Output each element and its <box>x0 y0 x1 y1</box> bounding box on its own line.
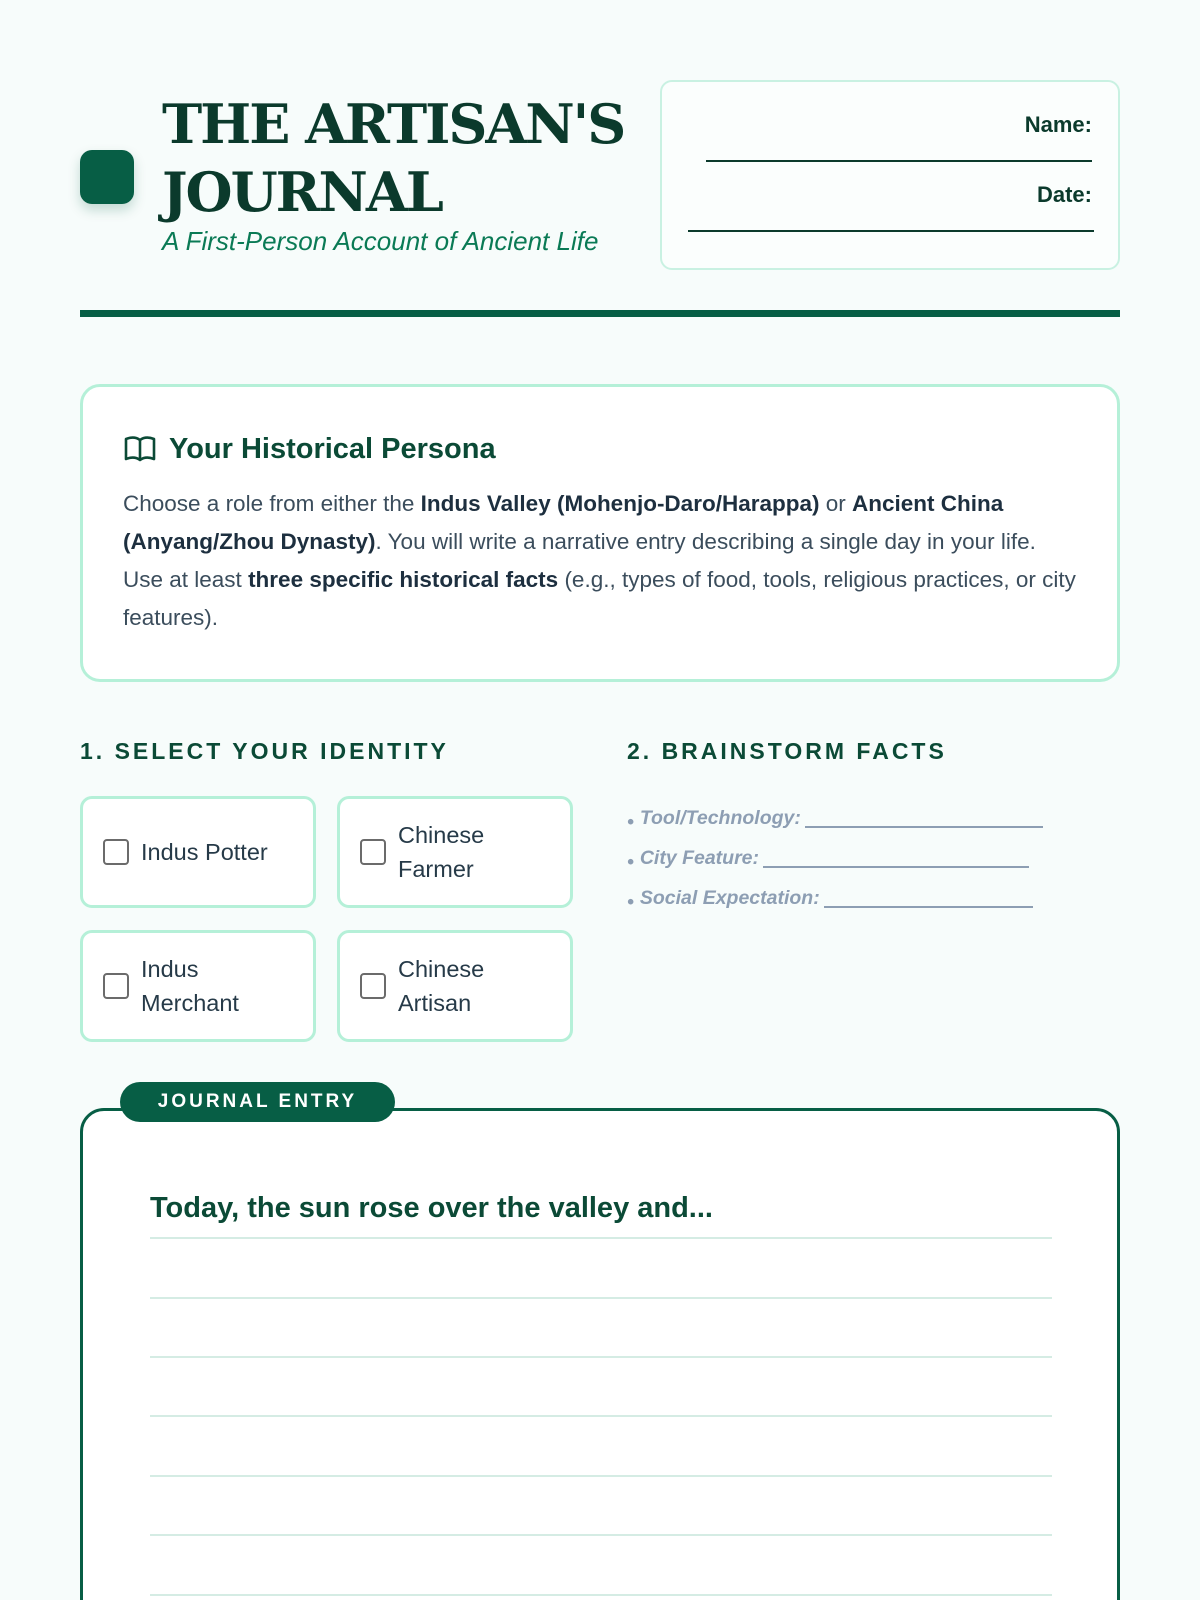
bullet: • <box>627 891 634 913</box>
brainstorm-heading: 2. BRAINSTORM FACTS <box>627 738 947 764</box>
fact-blank-line[interactable] <box>824 888 1033 908</box>
instruction-emphasis: Indus Valley (Mohenjo-Daro/Harappa) <box>420 491 820 516</box>
name-field[interactable] <box>706 144 1092 162</box>
instruction-text: . You will write a narrative entry describing a single day in your life. Use at least <box>123 529 1036 592</box>
persona-instructions <box>123 485 1077 637</box>
option-label: Indus Merchant <box>141 956 239 1016</box>
header-divider <box>80 310 1120 317</box>
brainstorm-list <box>627 794 1087 914</box>
writing-line[interactable] <box>150 1356 1052 1358</box>
persona-header <box>123 431 1077 467</box>
fact-blank-line[interactable] <box>763 848 1029 868</box>
identity-option-chinese-artisan[interactable] <box>337 930 573 1042</box>
writing-line[interactable] <box>150 1594 1052 1596</box>
name-label: Name: <box>1024 112 1092 137</box>
header <box>80 80 1120 270</box>
fact-item-tool <box>627 794 1087 834</box>
name-date-box <box>660 80 1120 270</box>
writing-line[interactable] <box>150 1415 1052 1417</box>
writing-line[interactable] <box>150 1297 1052 1299</box>
option-label: Indus Potter <box>141 839 268 865</box>
identity-option-chinese-farmer[interactable] <box>337 796 573 908</box>
writing-line[interactable] <box>150 1237 1052 1239</box>
writing-line[interactable] <box>150 1534 1052 1536</box>
checkbox[interactable] <box>103 839 129 865</box>
instruction-text: Choose a role from either the <box>123 491 421 516</box>
journal-prompt: Today, the sun rose over the valley and... <box>150 1192 713 1224</box>
bullet: • <box>627 851 634 873</box>
identity-heading: 1. SELECT YOUR IDENTITY <box>80 738 449 764</box>
date-label: Date: <box>1036 182 1092 207</box>
fact-blank-line[interactable] <box>805 808 1043 828</box>
fact-item-city <box>627 834 1087 874</box>
checkbox[interactable] <box>360 973 386 999</box>
persona-card <box>80 384 1120 682</box>
instruction-emphasis: Ancient China (Anyang/Zhou Dynasty) <box>123 491 1004 554</box>
page-subtitle: A First-Person Account of Ancient Life <box>162 226 599 256</box>
bullet: • <box>627 811 634 833</box>
identity-option-indus-potter[interactable] <box>80 796 316 908</box>
instruction-text: (e.g., types of food, tools, religious practices, or city features). <box>123 567 1076 630</box>
journal-entry-box[interactable] <box>80 1108 1120 1600</box>
checkbox[interactable] <box>360 839 386 865</box>
date-field[interactable] <box>688 214 1094 232</box>
fact-label: City Feature: <box>639 847 760 869</box>
fact-label: Tool/Technology: <box>639 807 801 829</box>
instruction-text: or <box>819 491 852 516</box>
logo-mark <box>80 150 134 204</box>
persona-title: Your Historical Persona <box>169 432 496 465</box>
checkbox[interactable] <box>103 973 129 999</box>
option-label: Chinese Farmer <box>398 822 485 882</box>
fact-label: Social Expectation: <box>639 887 820 909</box>
journal-entry-tab: JOURNAL ENTRY <box>120 1082 395 1122</box>
open-book-icon <box>123 433 157 465</box>
instruction-emphasis: three specific historical facts <box>248 567 559 592</box>
page-title: THE ARTISAN'S JOURNAL <box>162 92 625 224</box>
fact-item-social <box>627 874 1087 914</box>
identity-option-indus-merchant[interactable] <box>80 930 316 1042</box>
option-label: Chinese Artisan <box>398 956 485 1016</box>
writing-line[interactable] <box>150 1475 1052 1477</box>
